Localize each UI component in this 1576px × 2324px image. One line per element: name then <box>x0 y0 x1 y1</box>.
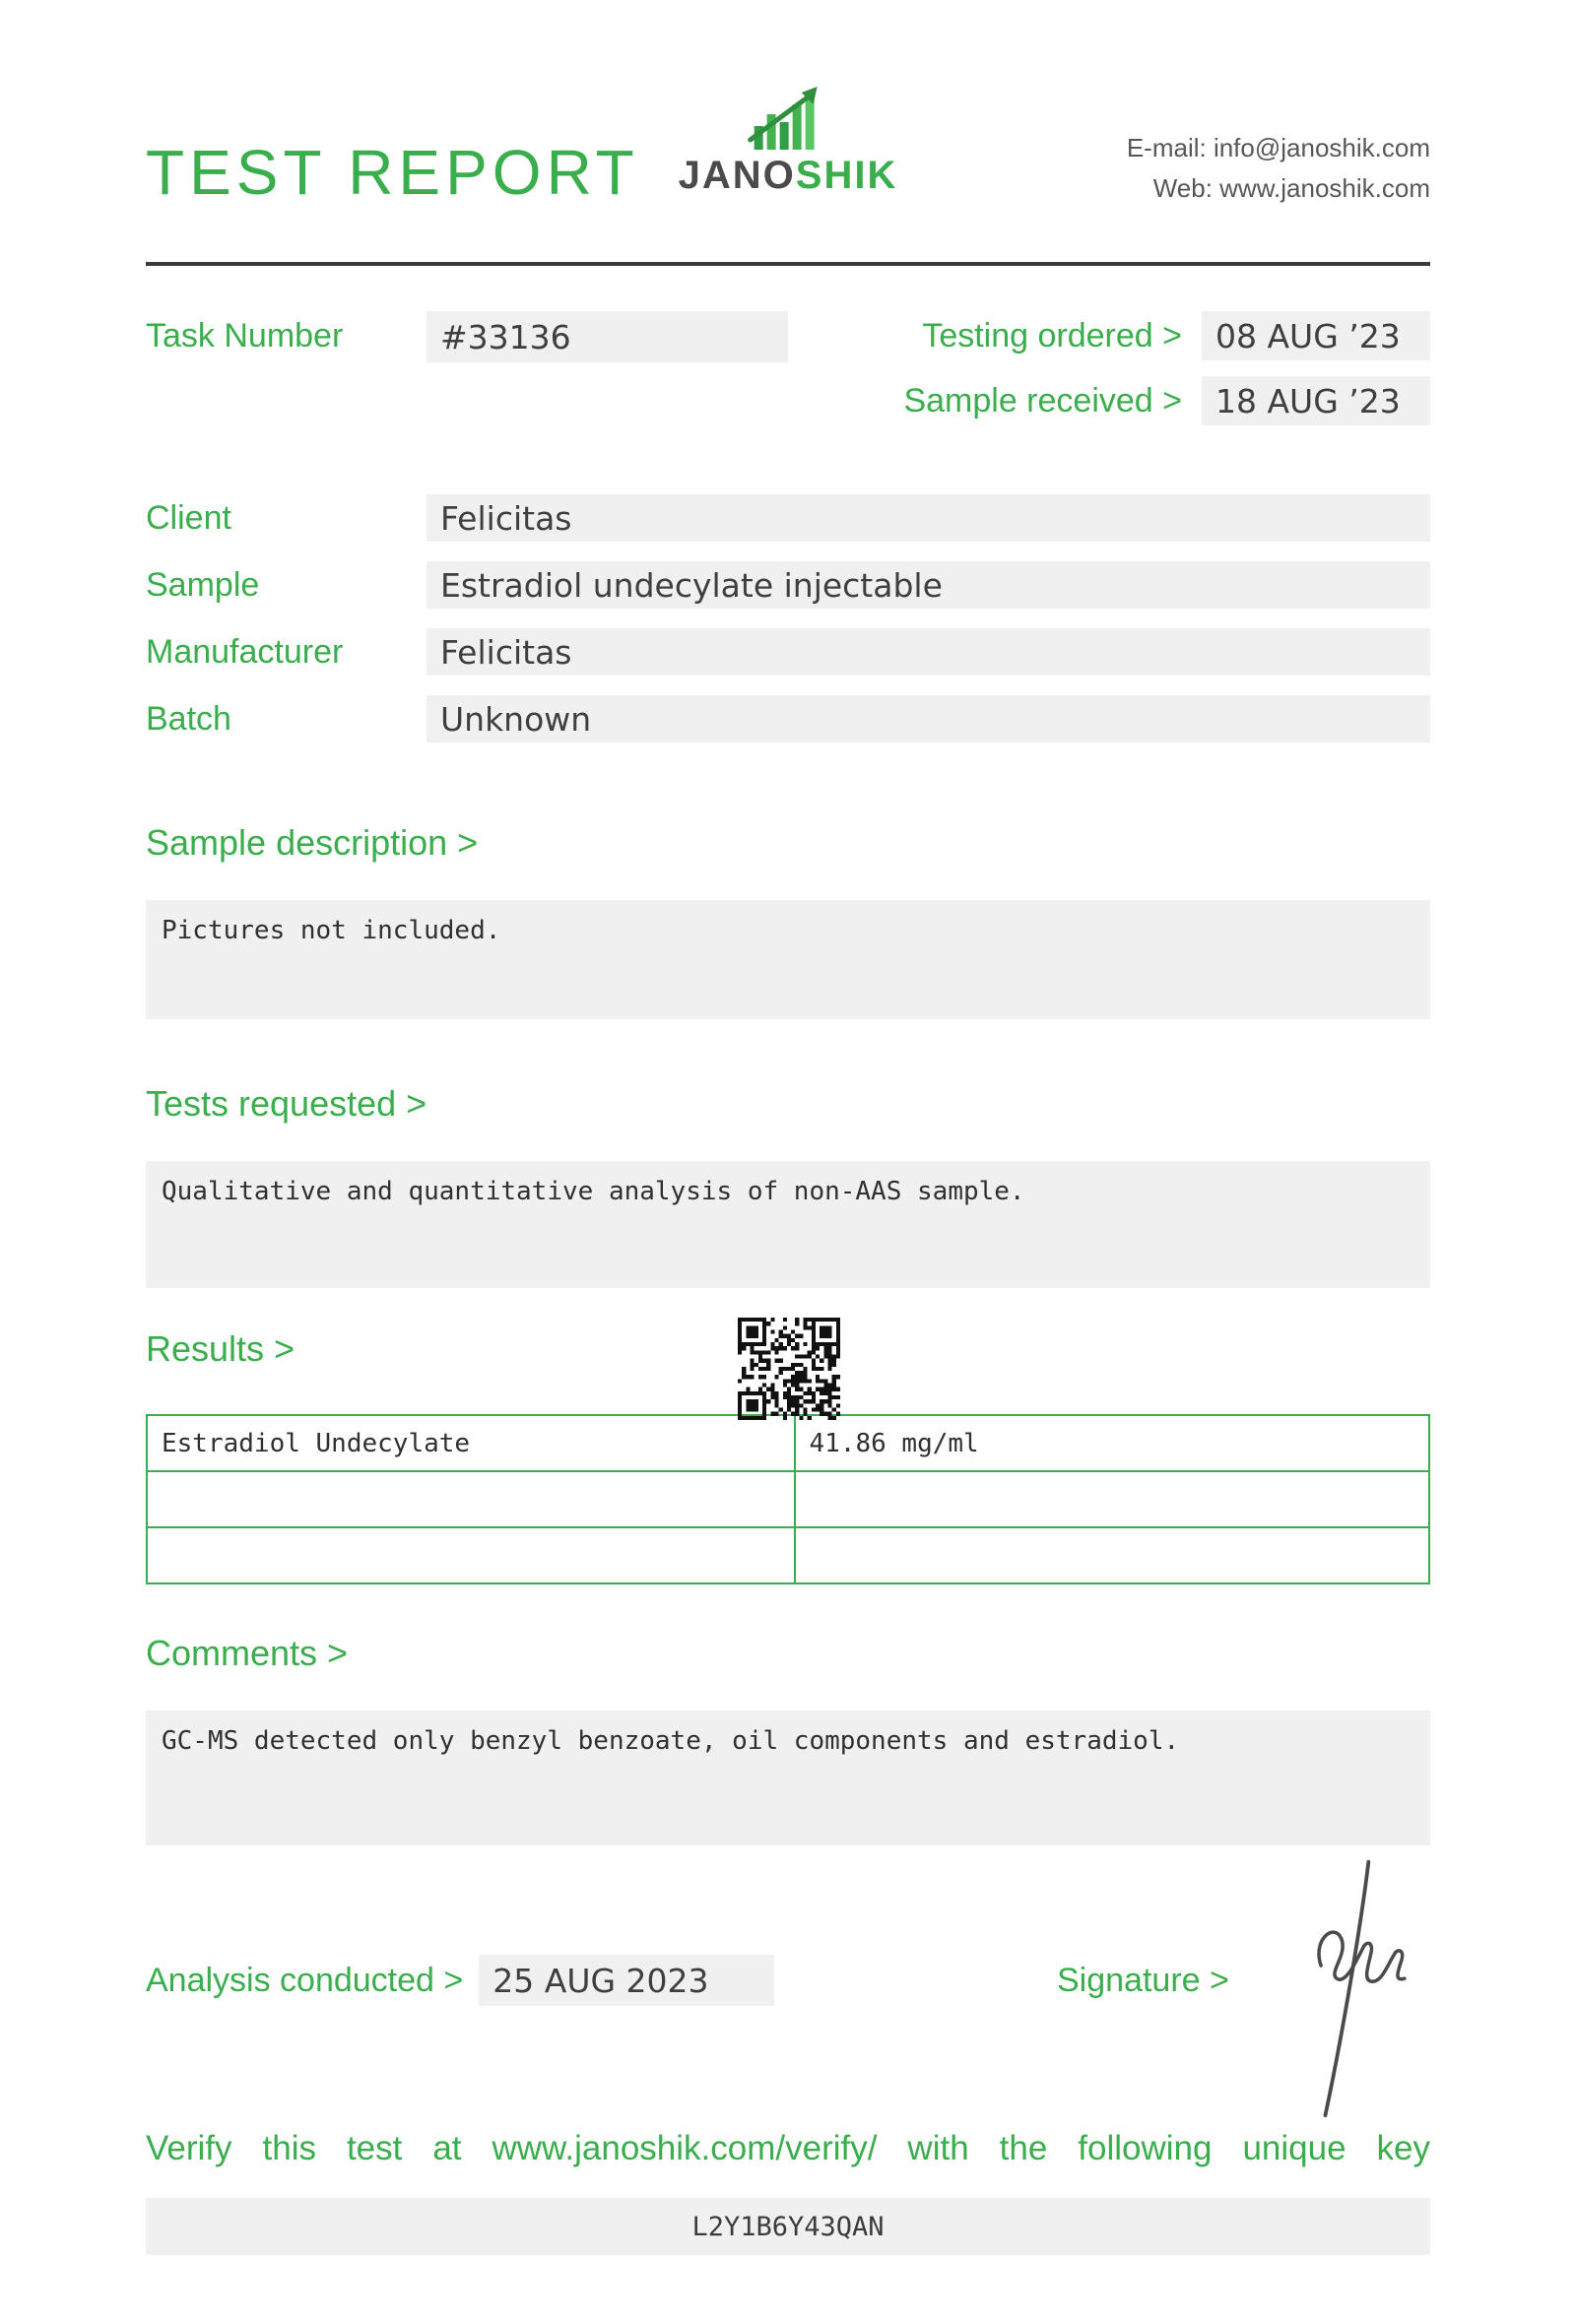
manufacturer-value: Felicitas <box>427 628 1430 676</box>
sample-received-label: Sample received > <box>903 381 1182 420</box>
sample-description-heading: Sample description > <box>146 822 479 863</box>
task-section <box>146 311 1430 425</box>
contact-info <box>1127 128 1430 209</box>
logo-shik: SHIK <box>795 154 898 197</box>
result-value <box>795 1527 1430 1583</box>
bar-chart-arrow-icon <box>679 83 898 152</box>
sample-label: Sample <box>146 565 260 604</box>
page-title: TEST REPORT <box>146 137 639 208</box>
result-substance <box>147 1471 795 1527</box>
client-value: Felicitas <box>427 494 1430 542</box>
header-divider <box>146 262 1430 266</box>
info-fields <box>146 494 1430 742</box>
results-table <box>146 1414 1430 1584</box>
results-row <box>147 1527 1429 1583</box>
verify-instruction: Verify this test at www.janoshik.com/verify/ with the following unique key <box>146 2129 1430 2167</box>
sample-description-box: Pictures not included. <box>146 900 1430 1019</box>
qr-code <box>738 1318 840 1420</box>
client-label: Client <box>146 498 231 537</box>
email-line: E-mail: info@janoshik.com <box>1126 133 1430 162</box>
task-number-group <box>146 311 788 425</box>
task-number-label: Task Number <box>146 317 344 355</box>
unique-key: L2Y1B6Y43QAN <box>146 2198 1430 2255</box>
result-value <box>795 1471 1430 1527</box>
sample-received-value: 18 AUG ’23 <box>1202 376 1430 425</box>
comments-heading: Comments > <box>146 1633 349 1673</box>
report-header <box>146 0 1430 262</box>
results-row <box>147 1471 1429 1527</box>
results-heading: Results > <box>146 1328 296 1369</box>
task-number-value: #33136 <box>427 311 788 362</box>
testing-ordered-value: 08 AUG ’23 <box>1202 311 1430 360</box>
results-section <box>146 1327 1430 1584</box>
analysis-conducted-value: 25 AUG 2023 <box>479 1955 774 2006</box>
logo-wordmark <box>679 154 898 198</box>
web-line: Web: www.janoshik.com <box>1152 173 1430 203</box>
field-row-sample <box>146 561 1430 609</box>
result-value: 41.86 mg/ml <box>795 1415 1430 1471</box>
signature-scribble <box>1269 1850 1416 2124</box>
result-substance: Estradiol Undecylate <box>147 1415 795 1471</box>
sample-value: Estradiol undecylate injectable <box>427 561 1430 609</box>
comments-box: GC-MS detected only benzyl benzoate, oil components and estradiol. <box>146 1711 1430 1845</box>
batch-label: Batch <box>146 699 231 738</box>
testing-ordered-label: Testing ordered > <box>922 316 1182 355</box>
analysis-conducted-label: Analysis conducted > <box>146 1961 464 1999</box>
analysis-signature-row <box>146 1954 1430 2007</box>
field-row-client <box>146 494 1430 542</box>
batch-value: Unknown <box>427 695 1430 742</box>
signature-label: Signature > <box>1057 1962 1229 1999</box>
result-substance <box>147 1527 795 1583</box>
logo-jano: JANO <box>678 154 796 197</box>
field-row-manufacturer <box>146 628 1430 676</box>
results-row <box>147 1415 1429 1471</box>
tests-requested-box: Qualitative and quantitative analysis of non-AAS sample. <box>146 1161 1430 1288</box>
sample-received-row <box>903 376 1430 425</box>
manufacturer-label: Manufacturer <box>146 632 344 671</box>
tests-requested-heading: Tests requested > <box>146 1083 427 1124</box>
janoshik-logo <box>679 83 898 198</box>
field-row-batch <box>146 695 1430 742</box>
dates-group <box>903 311 1430 425</box>
testing-ordered-row <box>903 311 1430 360</box>
